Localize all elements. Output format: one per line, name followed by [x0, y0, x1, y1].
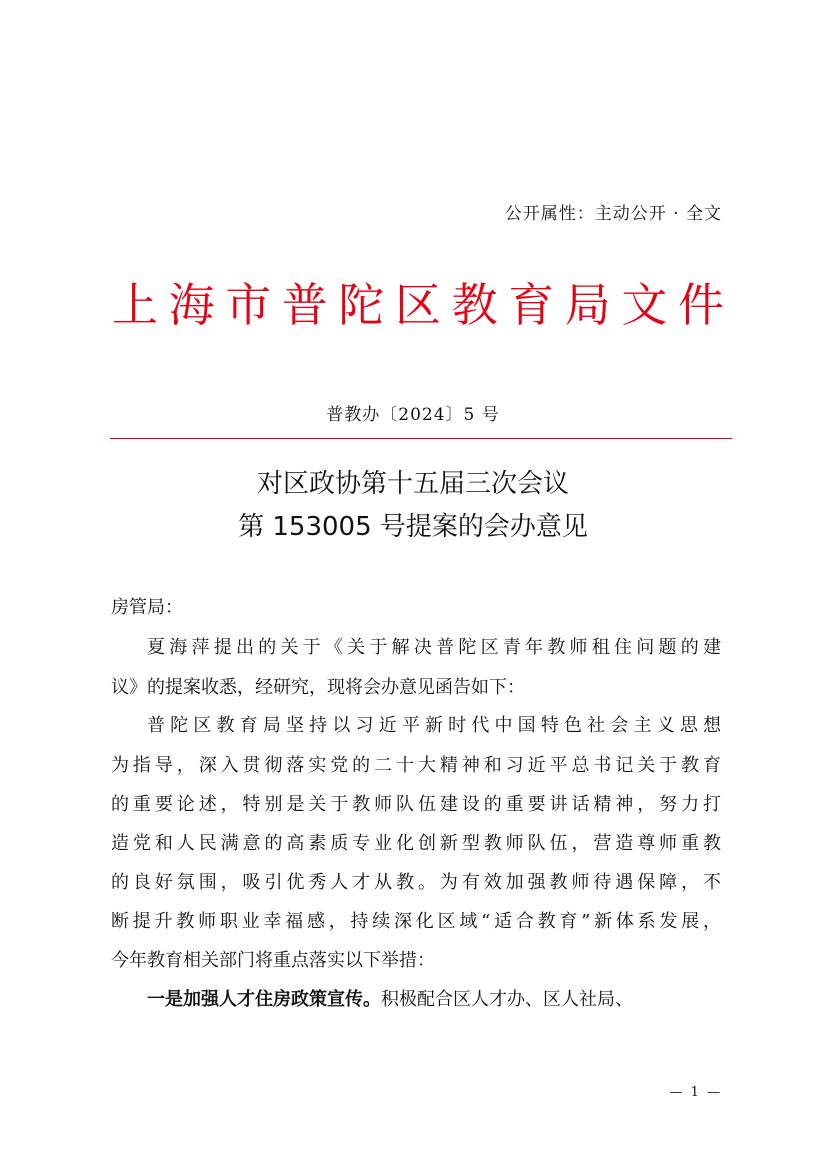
document-number: 普教办〔2024〕5 号	[326, 405, 500, 425]
red-divider	[110, 438, 732, 439]
body-line: 断提升教师职业幸福感，持续深化区域“适合教育”新体系发展，	[111, 911, 721, 932]
body-line: 议》的提案收悉，经研究，现将会办意见函告如下：	[111, 677, 525, 698]
body-line: 今年教育相关部门将重点落实以下举措：	[111, 950, 435, 971]
body-line: 造党和人民满意的高素质专业化创新型教师队伍，营造尊师重教	[111, 833, 721, 854]
body-line: 的重要论述，特别是关于教师队伍建设的重要讲话精神，努力打	[111, 794, 721, 815]
salutation: 房管局：	[111, 597, 183, 618]
document-heading-line-1: 对区政协第十五届三次会议	[256, 469, 569, 499]
document-heading-line-2: 第 153005 号提案的会办意见	[238, 512, 588, 542]
body-line: 普陀区教育局坚持以习近平新时代中国特色社会主义思想	[147, 715, 721, 736]
point-one-line	[147, 986, 721, 1014]
body-line: 夏海萍提出的关于《关于解决普陀区青年教师租住问题的建	[147, 637, 721, 658]
body-line: 的良好氛围，吸引优秀人才从教。为有效加强教师待遇保障，不	[111, 872, 721, 893]
point-one-text: 积极配合区人才办、区人社局、	[381, 989, 633, 1010]
page-number: — 1 —	[669, 1085, 722, 1100]
body-line: 为指导，深入贯彻落实党的二十大精神和习近平总书记关于教育	[111, 755, 721, 776]
disclosure-label: 公开属性：主动公开 · 全文	[504, 204, 722, 224]
point-one-heading: 一是加强人才住房政策宣传。	[147, 989, 381, 1010]
document-issuer-title: 上海市普陀区教育局文件	[112, 278, 724, 332]
